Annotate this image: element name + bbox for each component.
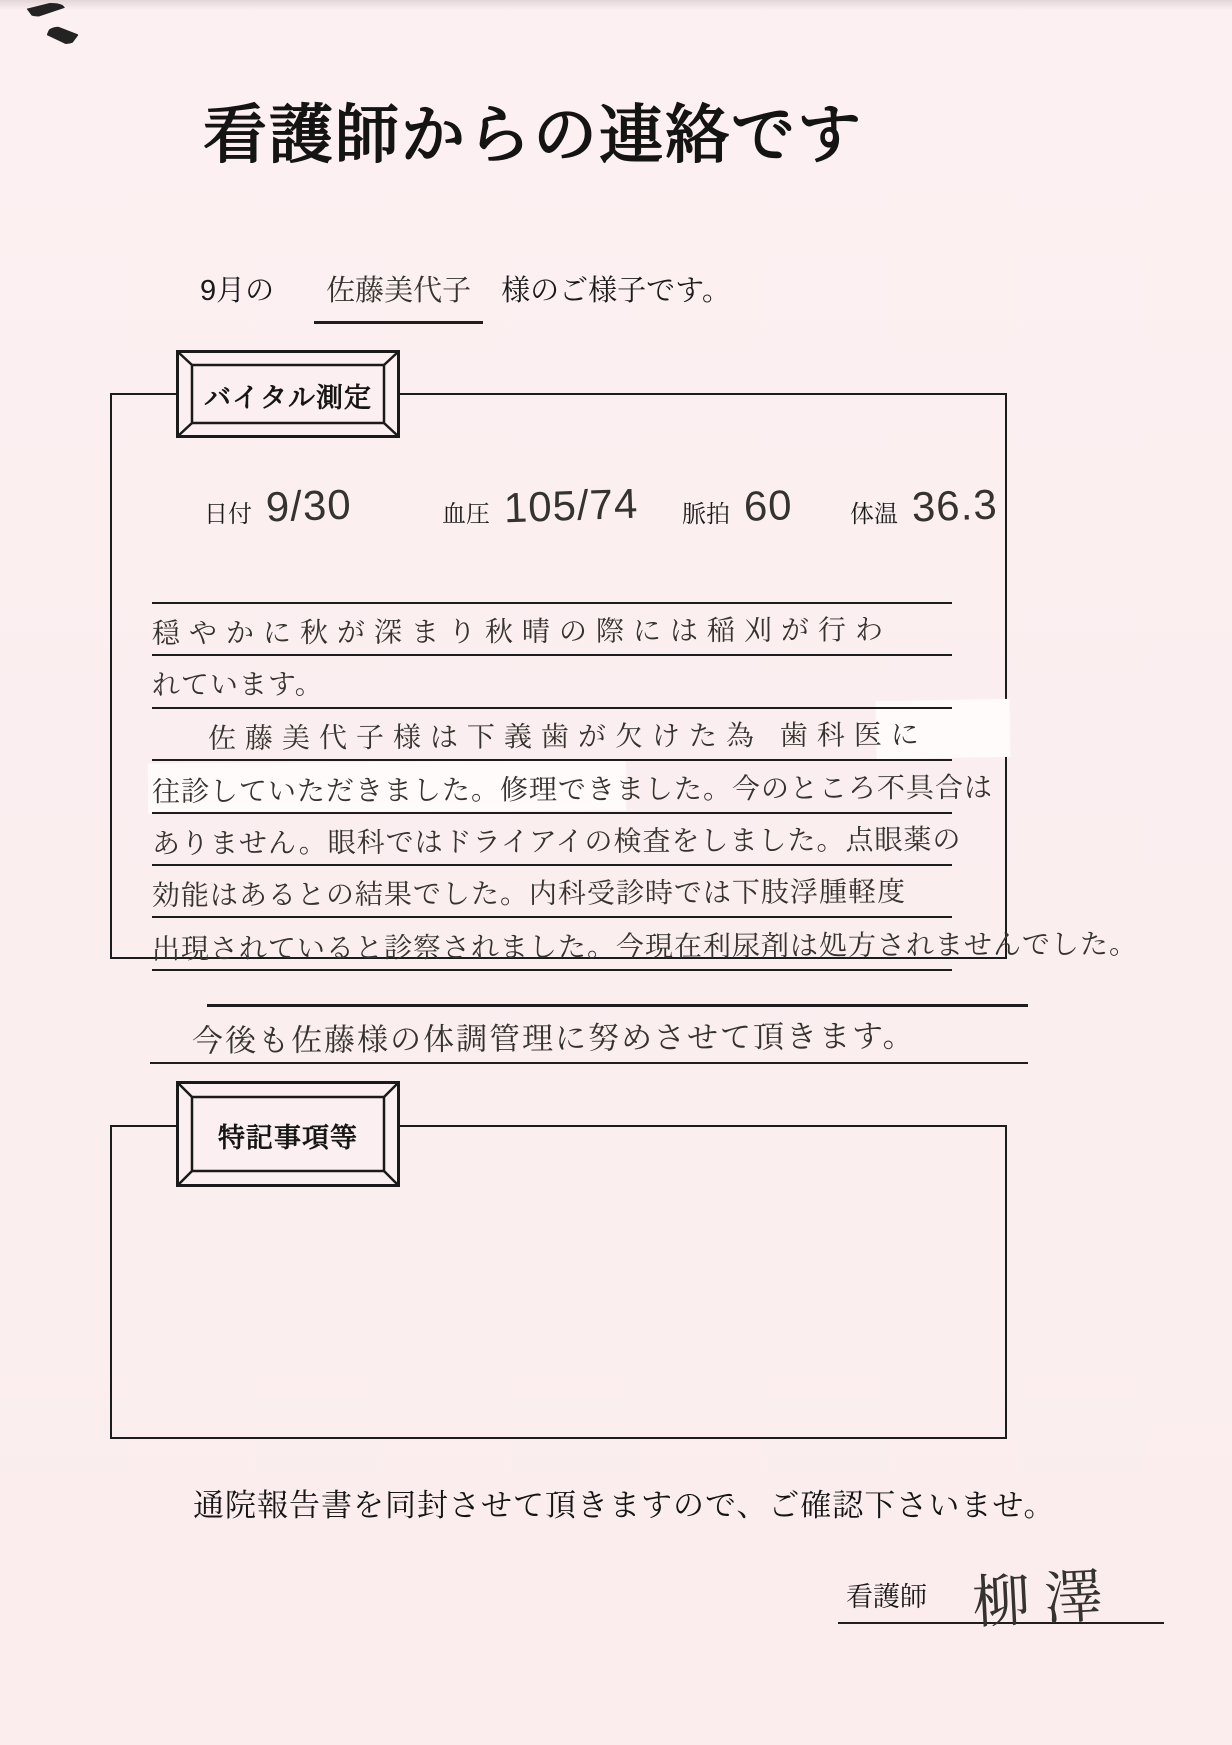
intro-month: 9月の [200, 275, 275, 307]
closing-note-line [150, 1004, 1028, 1064]
intro-line [200, 268, 731, 324]
vital-field-pulse [682, 481, 794, 535]
signature-name: 柳澤 [970, 1563, 1118, 1636]
closing-note-text: 今後も佐藤様の体調管理に努めさせて頂きます。 [191, 1018, 916, 1059]
date-value: 9/30 [265, 480, 353, 531]
note-line [151, 761, 994, 813]
pulse-label: 脈拍 [682, 500, 730, 528]
scan-artifact-mark [45, 24, 79, 48]
note-line-text: 穏やかに秋が深まり秋晴の際には稲刈が行わ [151, 614, 893, 650]
date-label: 日付 [204, 500, 252, 528]
patient-name: 佐藤美代子 [314, 268, 483, 324]
note-line-text: 往診していただきました。修理できました。今のところ不具合は [151, 771, 994, 807]
note-line [151, 918, 1139, 970]
note-line [151, 814, 962, 866]
special-heading-frame [176, 1081, 400, 1187]
vital-section-heading: バイタル測定 [204, 382, 372, 413]
note-line-text: ありません。眼科ではドライアイの検査をしました。点眼薬の [151, 823, 962, 860]
vital-section-box [110, 393, 1139, 965]
vital-heading-frame [176, 350, 400, 438]
footer-note: 通院報告書を同封させて頂きますので、ご確認下さいませ。 [193, 1488, 1056, 1523]
page-title: 看護師からの連絡です [203, 99, 863, 171]
temperature-label: 体温 [850, 500, 898, 528]
vital-field-temperature [850, 480, 999, 535]
intro-suffix: 様のご様子です。 [501, 275, 731, 307]
note-line-text: 効能はあるとの結果でした。内科受診時では下肢浮腫軽度 [151, 876, 907, 912]
pulse-value: 60 [743, 481, 794, 530]
note-line [152, 656, 952, 708]
vital-field-date [204, 480, 353, 535]
signature-role-label: 看護師 [846, 1582, 927, 1612]
signature-block [838, 1552, 1164, 1636]
handwritten-notes [151, 602, 1139, 971]
note-line [152, 709, 952, 761]
scan-edge-shadow [0, 0, 1232, 10]
blood-pressure-label: 血圧 [442, 500, 490, 528]
note-line-text: 出現されていると診察されました。今現在利尿剤は処方されませんでした。 [151, 928, 1139, 965]
closing-note-topline [207, 1004, 1028, 1007]
note-line-text: れています。 [151, 668, 324, 701]
note-line [152, 602, 952, 656]
vital-field-blood-pressure [442, 479, 640, 535]
note-line-text: 佐藤美代子様は下義歯が欠けた為 歯科医に [207, 719, 928, 755]
note-line [152, 866, 952, 918]
vital-fields-row [112, 479, 1005, 567]
special-section-heading: 特記事項等 [218, 1122, 358, 1153]
temperature-value: 36.3 [911, 480, 999, 531]
blood-pressure-value: 105/74 [503, 479, 640, 532]
